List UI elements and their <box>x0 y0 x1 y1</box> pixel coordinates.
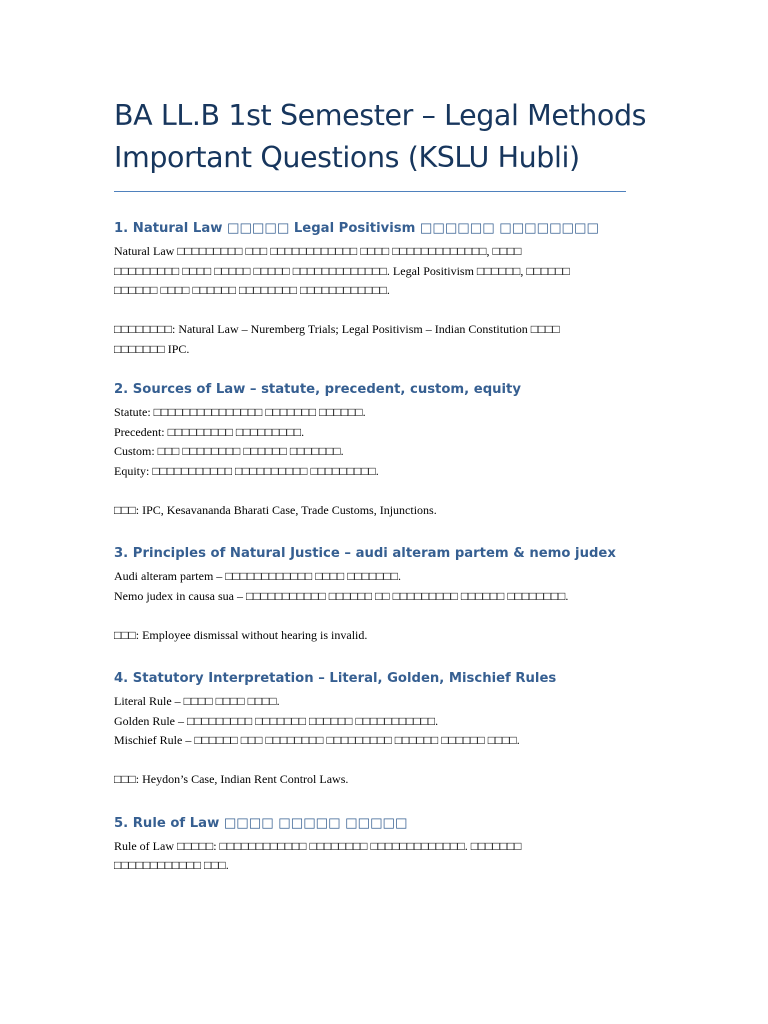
title-underline-divider <box>114 191 626 192</box>
document-page <box>114 0 647 876</box>
section-heading: 2. Sources of Law – statute, precedent, custom, equity <box>114 382 521 397</box>
body-line: Custom: □□□ □□□□□□□□ □□□□□□ □□□□□□□. <box>114 444 344 458</box>
body-line: □□□□□□□□□□□□ □□□. <box>114 858 229 872</box>
section-natural-law <box>114 219 634 359</box>
section-heading: 5. Rule of Law □□□□ □□□□□ □□□□□ <box>114 815 408 831</box>
title-line-1: BA LL.B 1st Semester – Legal Methods <box>114 99 647 132</box>
section-heading: 3. Principles of Natural Justice – audi alteram partem & nemo judex <box>114 546 616 561</box>
body-line: Rule of Law □□□□□: □□□□□□□□□□□□ □□□□□□□□ □□□□□□□□□□□□□. □□□□□□□ <box>114 838 522 853</box>
title-line-2: Important Questions (KSLU Hubli) <box>114 141 580 174</box>
body-line: Equity: □□□□□□□□□□□ □□□□□□□□□□ □□□□□□□□□. <box>114 463 379 478</box>
example-line: □□□: IPC, Kesavananda Bharati Case, Trade Customs, Injunctions. <box>114 502 437 517</box>
body-line: Precedent: □□□□□□□□□ □□□□□□□□□. <box>114 424 305 439</box>
body-line: Literal Rule – □□□□ □□□□ □□□□. <box>114 694 280 708</box>
section-rule-of-law <box>114 814 634 876</box>
body-line: Statute: □□□□□□□□□□□□□□□ □□□□□□□ □□□□□□. <box>114 405 366 419</box>
section-statutory-interpretation <box>114 669 634 790</box>
document-title <box>114 95 647 179</box>
example-line: □□□□□□□□: Natural Law – Nuremberg Trials; Legal Positivism – Indian Constitution □□□□ <box>114 322 560 336</box>
section-sources-of-law <box>114 380 634 520</box>
body-line: Natural Law □□□□□□□□□ □□□ □□□□□□□□□□□□ □□□□ □□□□□□□□□□□□□, □□□□ <box>114 244 522 258</box>
body-line: □□□□□□□□□ □□□□ □□□□□ □□□□□ □□□□□□□□□□□□□. Legal Positivism □□□□□□, □□□□□□ <box>114 263 570 278</box>
example-line: □□□□□□□ IPC. <box>114 341 190 356</box>
body-line: Mischief Rule – □□□□□□ □□□ □□□□□□□□ □□□□□□□□□ □□□□□□ □□□□□□ □□□□. <box>114 733 520 747</box>
body-line: Audi alteram partem – □□□□□□□□□□□□ □□□□ □□□□□□□. <box>114 569 401 583</box>
body-line: Golden Rule – □□□□□□□□□ □□□□□□□ □□□□□□ □□□□□□□□□□□. <box>114 713 439 728</box>
section-natural-justice <box>114 544 634 645</box>
section-heading: 4. Statutory Interpretation – Literal, Golden, Mischief Rules <box>114 671 557 686</box>
body-line: Nemo judex in causa sua – □□□□□□□□□□□ □□□□□□ □□ □□□□□□□□□ □□□□□□ □□□□□□□□. <box>114 588 569 603</box>
example-line: □□□: Heydon’s Case, Indian Rent Control Laws. <box>114 772 349 786</box>
section-heading: 1. Natural Law □□□□□ Legal Positivism □□□□□□ □□□□□□□□ <box>114 221 599 236</box>
example-line: □□□: Employee dismissal without hearing is invalid. <box>114 627 368 642</box>
body-line: □□□□□□ □□□□ □□□□□□ □□□□□□□□ □□□□□□□□□□□□. <box>114 283 390 297</box>
